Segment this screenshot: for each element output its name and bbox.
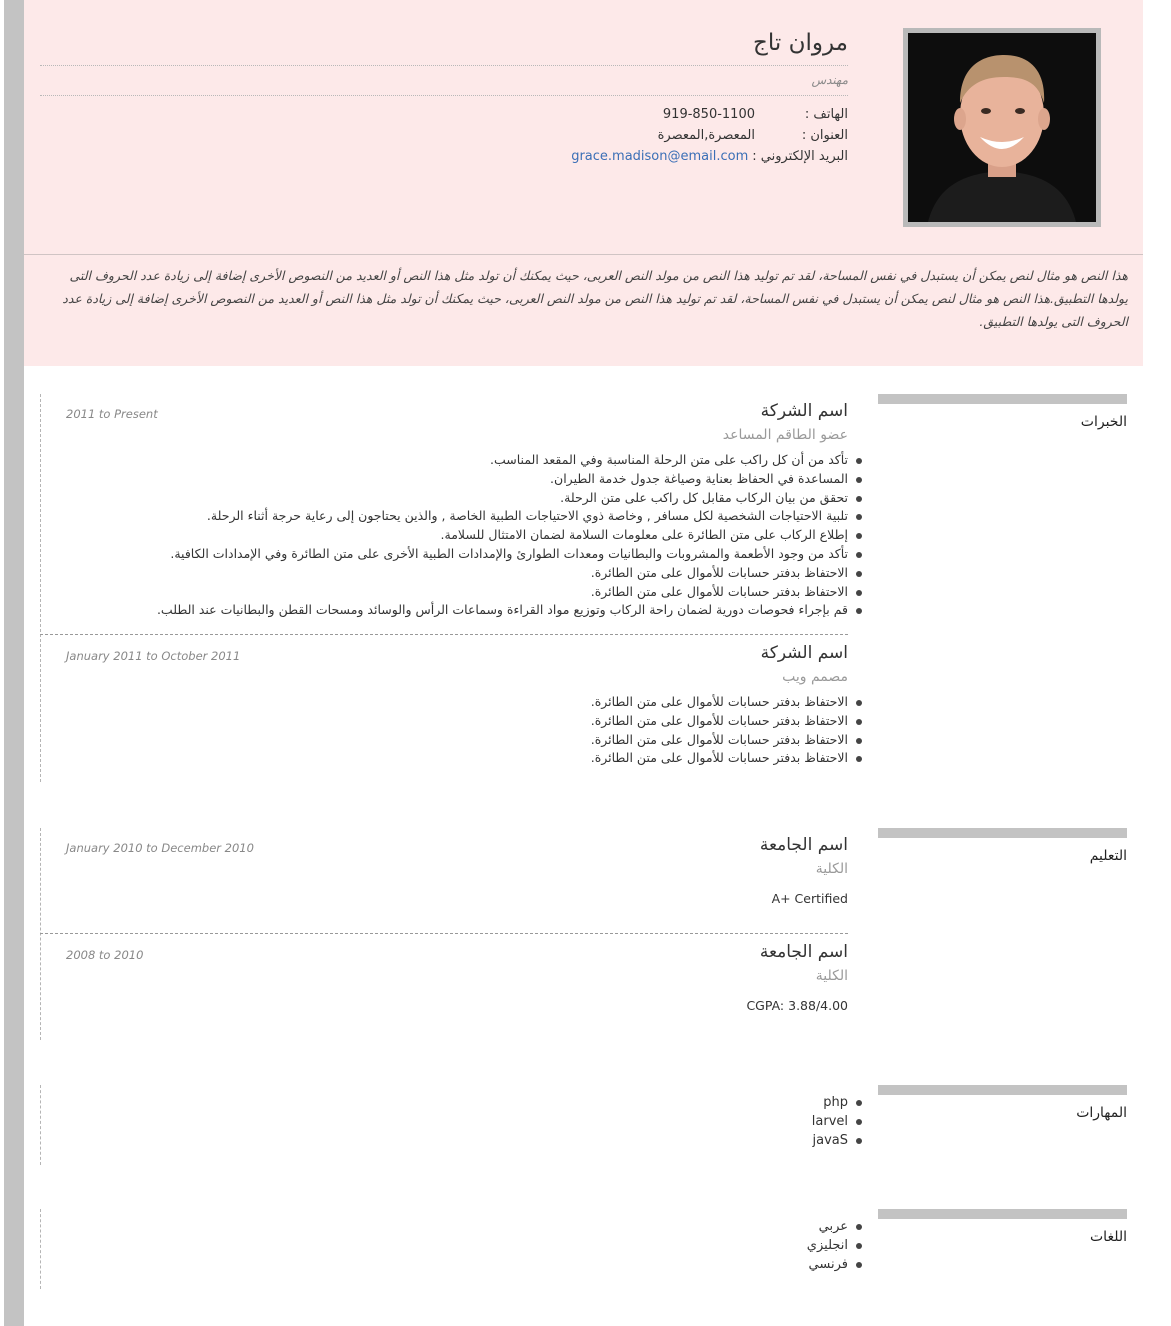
list-item: تأكد من أن كل راكب على متن الرحلة المناسبة وفي المقعد المناسب. [40,451,848,470]
list-item: إطلاع الركاب على متن الطائرة على معلومات السلامة لضمان الامتثال للسلامة. [40,526,848,545]
person-name: مروان تاج [40,28,848,66]
education-section-title: التعليم [1089,848,1127,864]
list-item: الاحتفاظ بدفتر حسابات للأموال على متن الطائرة. [40,731,848,750]
languages-section-title: اللغات [1090,1229,1127,1245]
education-note: A+ Certified [771,891,848,906]
entry-separator [40,634,848,635]
list-item: الاحتفاظ بدفتر حسابات للأموال على متن الطائرة. [40,749,848,768]
job-role: عضو الطاقم المساعد [722,427,848,443]
education-section-bar [878,828,1127,838]
list-item: فرنسي [40,1255,848,1274]
person-title: مهندس [40,66,848,96]
list-item: larvel [40,1112,848,1131]
experience-entry [40,641,848,768]
list-item: الاحتفاظ بدفتر حسابات للأموال على متن الطائرة. [40,583,848,602]
list-item: تحقق من بيان الركاب مقابل كل راكب على متن الرحلة. [40,489,848,508]
school-name: اسم الجامعة [759,835,848,855]
education-note: CGPA: 3.88/4.00 [746,998,848,1013]
list-item: المساعدة في الحفاظ بعناية وصياغة جدول خدمة الطيران. [40,470,848,489]
skills-section-bar [878,1085,1127,1095]
job-duties-list [40,693,848,768]
skills-list [40,1093,848,1150]
phone-label: الهاتف : [804,107,848,122]
skills-section-title: المهارات [1076,1105,1127,1121]
school-name: اسم الجامعة [759,942,848,962]
list-item: عربي [40,1217,848,1236]
contact-block [40,104,848,167]
education-date: 2008 to 2010 [66,948,144,962]
experience-section-bar [878,394,1127,404]
person-avatar-icon [908,33,1096,222]
faculty-name: الكلية [815,968,848,984]
profile-photo-frame [903,28,1101,227]
experience-entry [40,399,848,620]
left-accent-bar [4,0,24,1326]
job-duties-list [40,451,848,620]
list-item: php [40,1093,848,1112]
languages-section-bar [878,1209,1127,1219]
list-item: تلبية الاحتياجات الشخصية لكل مسافر , وخاصة ذوي الاحتياجات الطبية الخاصة , والذين يحتاجون إلى رعاية حرجة أثناء الرحلة. [40,507,848,526]
entry-separator [40,933,848,934]
job-role: مصمم ويب [782,669,848,685]
contact-phone-row [40,104,848,125]
company-name: اسم الشركة [760,643,848,663]
profile-summary: هذا النص هو مثال لنص يمكن أن يستبدل في نفس المساحة، لقد تم توليد هذا النص من مولد النص العربى، حيث يمكنك أن تولد مثل هذا النص أو العديد من النصوص الأخرى إضافة إلى زيادة عدد الحروف التى يولدها التطبيق.هذا النص هو مثال لنص يمكن أن يستبدل في نفس المساحة، لقد تم توليد هذا النص من مولد النص العربى، حيث يمكنك أن تولد مثل هذا النص أو العديد من النصوص الأخرى إضافة إلى زيادة عدد الحروف التى يولدها التطبيق. [62,268,1128,329]
experience-section-title: الخبرات [1080,414,1127,430]
address-label: العنوان : [801,128,848,143]
list-item: انجليزي [40,1236,848,1255]
contact-address-row [40,125,848,146]
company-name: اسم الشركة [760,401,848,421]
list-item: الاحتفاظ بدفتر حسابات للأموال على متن الطائرة. [40,712,848,731]
list-item: قم بإجراء فحوصات دورية لضمان راحة الركاب وتوزيع مواد القراءة وسماعات الرأس والوسائد ومسحات القطن والبطانيات عند الطلب. [40,601,848,620]
list-item: javaS [40,1131,848,1150]
header-info [40,28,848,167]
job-date: 2011 to Present [66,407,158,421]
phone-value: 919-850-1100 [662,107,755,122]
list-item: تأكد من وجود الأطعمة والمشروبات والبطانيات ومعدات الطوارئ والإمدادات الطبية الأخرى على متن الطائرة وفي الإمدادات الكافية. [40,545,848,564]
header-divider [24,254,1143,255]
list-item: الاحتفاظ بدفتر حسابات للأموال على متن الطائرة. [40,693,848,712]
education-entry [40,833,848,909]
education-entry [40,940,848,1016]
contact-email-row [40,146,848,167]
profile-photo [908,33,1096,222]
faculty-name: الكلية [815,861,848,877]
email-label: البريد الإلكتروني : [752,149,848,164]
languages-list [40,1217,848,1274]
education-date: January 2010 to December 2010 [66,841,254,855]
job-date: January 2011 to October 2011 [66,649,241,663]
list-item: الاحتفاظ بدفتر حسابات للأموال على متن الطائرة. [40,564,848,583]
email-link[interactable]: grace.madison@email.com [571,149,749,164]
address-value: المعصرة,المعصرة [657,128,755,143]
